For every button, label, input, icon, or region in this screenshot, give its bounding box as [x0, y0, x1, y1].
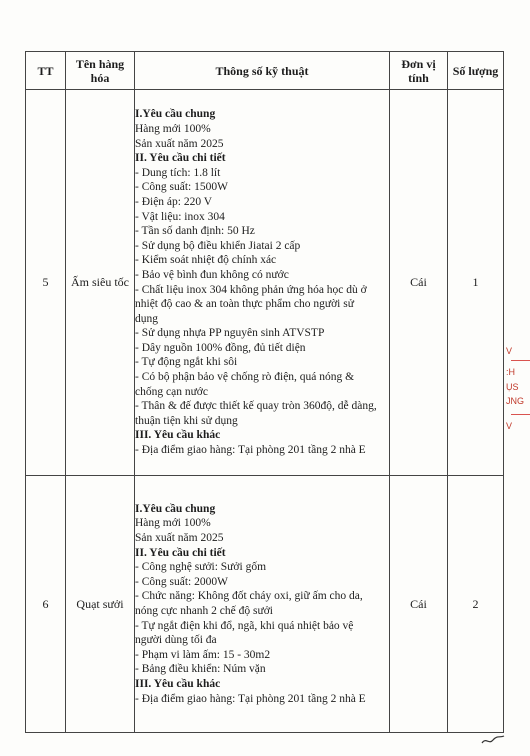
spec-line: - Tự động ngắt khi sôi	[135, 356, 238, 369]
header-qty: Số lượng	[448, 52, 504, 90]
spec-line: - Vật liệu: inox 304	[135, 210, 225, 223]
stamp-fragment: V	[506, 421, 513, 431]
spec-line: - Kiểm soát nhiệt độ chính xác	[135, 254, 277, 267]
stamp-fragment: JNG	[506, 396, 524, 406]
spec-line: - Thân & đế được thiết kế quay tròn 360độ, dễ dàng,	[135, 400, 377, 413]
spec-line: - Tự ngắt điện khi đổ, ngã, khi quá nhiệt bảo vệ	[135, 619, 354, 632]
spec-line: - Địa điểm giao hàng: Tại phòng 201 tầng 2 nhà E	[135, 692, 366, 705]
spec-line: - Công suất: 1500W	[135, 181, 228, 194]
spec-section-heading: III. Yêu cầu khác	[135, 677, 221, 690]
item-quantity: 1	[448, 90, 504, 476]
spec-section-heading: II. Yêu cầu chi tiết	[135, 546, 226, 559]
stamp-line	[511, 414, 530, 415]
stamp-fragment: ỤS	[506, 382, 519, 392]
spec-line: - Sử dụng bộ điều khiển Jiatai 2 cấp	[135, 239, 301, 252]
table-row	[26, 90, 504, 476]
spec-line: Sản xuất năm 2025	[135, 532, 224, 545]
stamp-line	[511, 360, 530, 361]
spec-line: - Bảng điều khiển: Núm vặn	[135, 663, 266, 676]
header-name: Tên hàng hóa	[66, 52, 135, 90]
item-name: Ấm siêu tốc	[66, 90, 135, 476]
item-quantity: 2	[448, 476, 504, 733]
spec-line: - Điện áp: 220 V	[135, 195, 213, 208]
spec-line: nóng cực nhanh 2 chế độ sưởi	[135, 605, 273, 617]
stamp-fragment: V	[506, 346, 513, 356]
stamp-fragment: :H	[506, 367, 515, 377]
spec-line: - Có bộ phận bảo vệ chống rò điện, quá nóng &	[135, 371, 355, 384]
spec-line: - Dung tích: 1.8 lít	[135, 166, 221, 179]
item-specification	[135, 90, 390, 476]
spec-section-heading: I.Yêu cầu chung	[135, 502, 216, 515]
spec-line: Sản xuất năm 2025	[135, 137, 224, 150]
item-name: Quạt sưởi	[66, 476, 135, 733]
specification-table	[25, 51, 504, 733]
spec-line: Hàng mới 100%	[135, 122, 211, 135]
item-unit: Cái	[390, 476, 448, 733]
spec-line: - Bảo vệ bình đun không có nước	[135, 268, 289, 281]
spec-line: dụng	[135, 312, 158, 325]
spec-line: người dùng tối đa	[135, 634, 217, 647]
table-row	[26, 476, 504, 733]
item-unit: Cái	[390, 90, 448, 476]
spec-section-heading: I.Yêu cầu chung	[135, 108, 216, 121]
header-tt: TT	[26, 52, 66, 90]
table-header-row	[26, 52, 504, 90]
header-spec: Thông số kỹ thuật	[135, 52, 390, 90]
spec-line: - Tần số danh định: 50 Hz	[135, 225, 255, 238]
spec-line: - Địa điểm giao hàng: Tại phòng 201 tầng 2 nhà E	[135, 444, 366, 457]
spec-line: nhiệt độ cao & an toàn thực phẩm cho người sử	[135, 298, 354, 311]
item-specification	[135, 476, 390, 733]
spec-section-heading: III. Yêu cầu khác	[135, 429, 221, 442]
item-number: 5	[26, 90, 66, 476]
spec-line: - Sử dụng nhựa PP nguyên sinh ATVSTP	[135, 327, 325, 340]
item-number: 6	[26, 476, 66, 733]
spec-line: thuận tiện khi sử dụng	[135, 414, 238, 427]
spec-line: - Phạm vi làm ấm: 15 - 30m2	[135, 648, 271, 661]
spec-line: - Công nghệ sưởi: Sưởi gốm	[135, 561, 267, 574]
spec-line: chống cạn nước	[135, 385, 208, 398]
spec-line: - Dây nguồn 100% đồng, đủ tiết diện	[135, 341, 306, 354]
spec-line: - Chức năng: Không đốt cháy oxi, giữ ấm cho da,	[135, 590, 363, 603]
header-unit: Đơn vị tính	[390, 52, 448, 90]
spec-line: - Công suất: 2000W	[135, 575, 228, 588]
spec-line: Hàng mới 100%	[135, 517, 211, 530]
spec-section-heading: II. Yêu cầu chi tiết	[135, 152, 226, 165]
spec-line: - Chất liệu inox 304 không phản ứng hóa học dù ở	[135, 283, 367, 296]
handwritten-mark	[480, 733, 506, 747]
